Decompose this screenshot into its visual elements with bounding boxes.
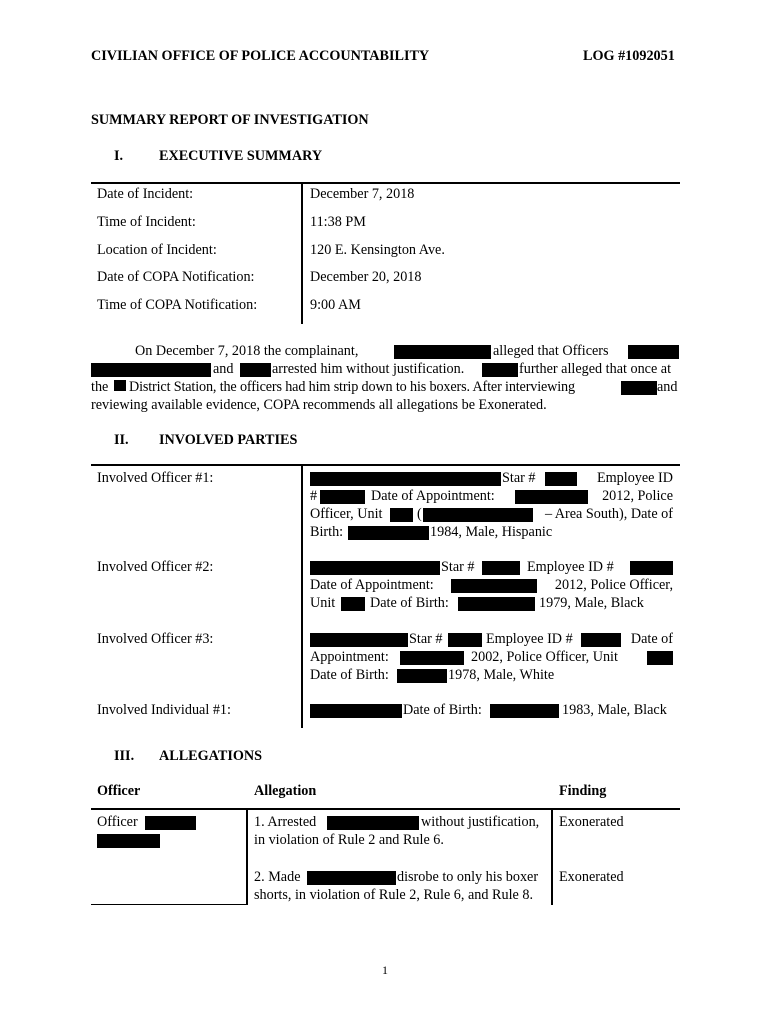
officer-3-appointment: Appointment: [310, 649, 389, 665]
officer-2-year: 2012, Police Officer, [554, 577, 673, 593]
officer-2-label: Involved Officer #2: [97, 559, 214, 575]
section-title-involved-parties: INVOLVED PARTIES [159, 432, 298, 448]
redaction [482, 561, 520, 575]
officer-1-paren: ( [417, 506, 422, 522]
redaction [545, 472, 577, 486]
redaction [240, 363, 271, 377]
section-title-executive-summary: EXECUTIVE SUMMARY [159, 148, 323, 164]
officer-3-employee-id: Employee ID # [486, 631, 573, 647]
redaction [310, 704, 402, 718]
column-header-finding: Finding [559, 783, 607, 799]
section-number-1: I. [114, 148, 124, 164]
summary-line-3a: the [91, 379, 109, 395]
redaction [320, 490, 365, 504]
officer-3-date-of: Date of [630, 631, 673, 647]
officer-1-appointment: Date of Appointment: [371, 488, 495, 504]
officer-1-demographics: 1984, Male, Hispanic [430, 524, 553, 540]
summary-line-2c: further alleged that once at [519, 361, 672, 377]
notification-date-label: Date of COPA Notification: [97, 269, 255, 285]
officer-2-unit: Unit [310, 595, 336, 611]
redaction [327, 816, 419, 830]
officer-1-star: Star # [502, 470, 536, 486]
allegation-2-start: 2. Made [254, 869, 301, 885]
officer-1-year: 2012, Police [602, 488, 673, 504]
notification-time-value: 9:00 AM [310, 297, 361, 313]
officer-name-label: Officer [97, 814, 138, 830]
redaction [490, 704, 559, 718]
officer-2-appointment: Date of Appointment: [310, 577, 434, 593]
allegation-2-end: shorts, in violation of Rule 2, Rule 6, and Rule 8. [254, 887, 533, 903]
redaction [307, 871, 396, 885]
allegations-divider-right [551, 810, 553, 905]
parties-top-rule [91, 464, 680, 466]
redaction [348, 526, 429, 540]
section-number-2: II. [114, 432, 129, 448]
officer-1-label: Involved Officer #1: [97, 470, 214, 486]
report-title: SUMMARY REPORT OF INVESTIGATION [91, 112, 369, 128]
redaction [341, 597, 365, 611]
incident-time-label: Time of Incident: [97, 214, 196, 230]
redaction [515, 490, 588, 504]
incident-date-label: Date of Incident: [97, 186, 194, 202]
incident-time-value: 11:38 PM [310, 214, 366, 230]
redaction [91, 363, 211, 377]
column-header-officer: Officer [97, 783, 141, 799]
allegations-header-rule [91, 808, 680, 810]
officer-3-year-unit: 2002, Police Officer, Unit [471, 649, 618, 665]
redaction [394, 345, 491, 359]
redaction [400, 651, 464, 665]
individual-1-demographics: 1983, Male, Black [562, 702, 667, 718]
officer-1-unit: Officer, Unit [310, 506, 383, 522]
redaction [310, 472, 501, 486]
page-number: 1 [382, 963, 388, 977]
allegation-2-finding: Exonerated [559, 869, 624, 885]
summary-line-3b: District Station, the officers had him strip down to his boxers. After interviewing [129, 379, 575, 395]
summary-line-2b: arrested him without justification. [272, 361, 465, 377]
redaction [310, 561, 440, 575]
officer-3-birth: Date of Birth: [310, 667, 389, 683]
officer-1-birth: Birth: [310, 524, 344, 540]
redaction [423, 508, 533, 522]
redaction [581, 633, 621, 647]
log-number: LOG #1092051 [583, 48, 675, 64]
agency-name: CIVILIAN OFFICE OF POLICE ACCOUNTABILITY [91, 48, 430, 64]
section-number-3: III. [114, 748, 135, 764]
redaction [451, 579, 537, 593]
summary-line-2a: and [213, 361, 234, 377]
redaction [458, 597, 535, 611]
officer-2-demographics: 1979, Male, Black [539, 595, 644, 611]
table-divider [301, 184, 303, 324]
allegation-1-start: 1. Arrested [254, 814, 317, 830]
officer-3-star: Star # [409, 631, 443, 647]
officer-2-birth: Date of Birth: [370, 595, 449, 611]
redaction [621, 381, 657, 395]
redaction [310, 633, 408, 647]
redaction [390, 508, 413, 522]
allegation-1-end: in violation of Rule 2 and Rule 6. [254, 832, 444, 848]
allegation-1-finding: Exonerated [559, 814, 624, 830]
redaction [628, 345, 679, 359]
table-top-rule [91, 182, 680, 184]
incident-date-value: December 7, 2018 [310, 186, 415, 202]
officer-2-employee-id: Employee ID # [527, 559, 614, 575]
notification-date-value: December 20, 2018 [310, 269, 422, 285]
incident-location-label: Location of Incident: [97, 242, 217, 258]
officer-1-area: – Area South), Date of [544, 506, 673, 522]
officer-2-star: Star # [441, 559, 475, 575]
redaction [397, 669, 447, 683]
allegation-2-mid: disrobe to only his boxer [397, 869, 539, 885]
summary-line-3c: and [657, 379, 678, 395]
allegations-divider-left [246, 810, 248, 905]
allegations-bottom-rule [91, 904, 248, 905]
redaction [114, 380, 126, 391]
officer-3-label: Involved Officer #3: [97, 631, 214, 647]
officer-1-hash: # [310, 488, 318, 504]
redaction [482, 363, 518, 377]
notification-time-label: Time of COPA Notification: [97, 297, 258, 313]
summary-line-1b: alleged that Officers [493, 343, 609, 359]
redaction [145, 816, 196, 830]
individual-1-label: Involved Individual #1: [97, 702, 231, 718]
summary-line-1a: On December 7, 2018 the complainant, [135, 343, 359, 359]
parties-divider [301, 466, 303, 728]
redaction [647, 651, 673, 665]
allegation-1-mid: without justification, [421, 814, 540, 830]
section-title-allegations: ALLEGATIONS [159, 748, 263, 764]
incident-location-value: 120 E. Kensington Ave. [310, 242, 445, 258]
summary-line-4: reviewing available evidence, COPA recommends all allegations be Exonerated. [91, 397, 547, 413]
individual-1-birth: Date of Birth: [403, 702, 482, 718]
column-header-allegation: Allegation [254, 783, 317, 799]
officer-1-employee-id: Employee ID [596, 470, 673, 486]
redaction [448, 633, 482, 647]
redaction [97, 834, 160, 848]
redaction [630, 561, 673, 575]
officer-3-demographics: 1978, Male, White [448, 667, 555, 683]
